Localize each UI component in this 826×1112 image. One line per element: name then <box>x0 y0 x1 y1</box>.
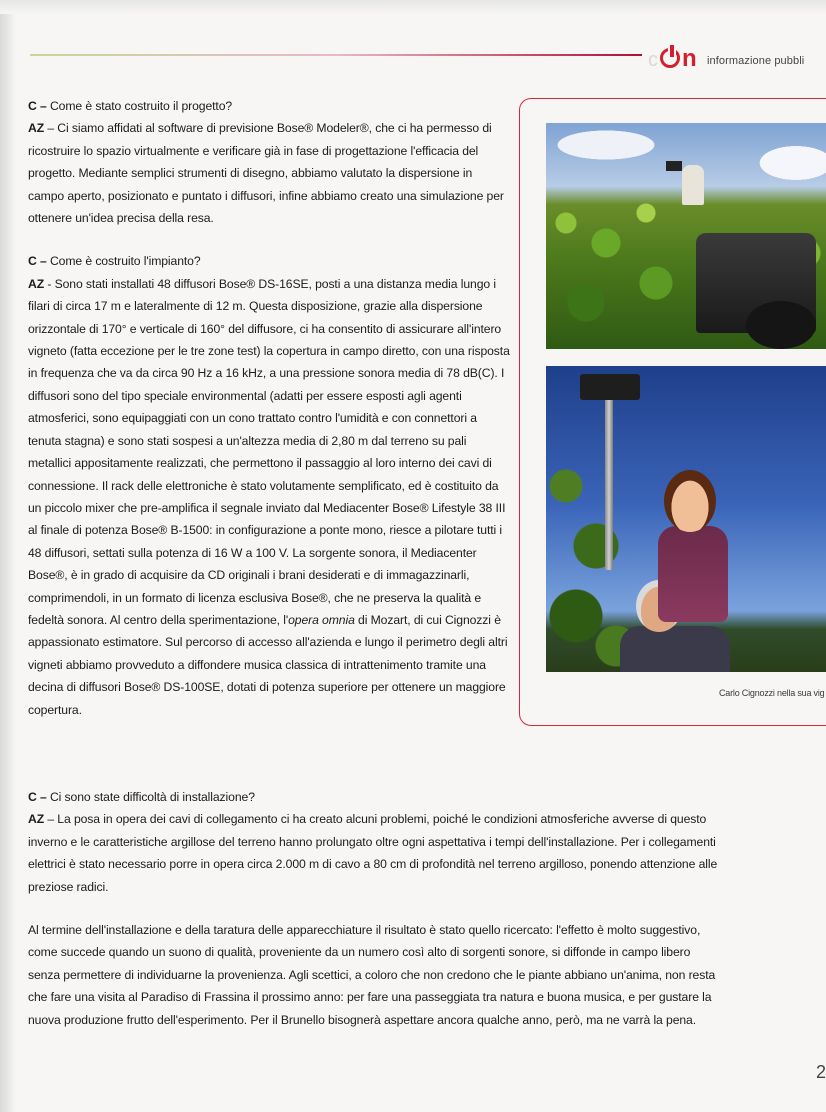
closing-paragraph: Al termine dell'installazione e della taratura delle apparecchiature il risultato è stato quello ricercato: l'effetto è molto suggestivo, come succede quando un suono di qualità, proveniente da un numero così alto di sorgenti sonore, si diffonde in campo libero senza permettere di individuarne la provenienza. Agli scettici, a coloro che non credono che le piante abbiano un'anima, non resta che fare una visita al Paradiso di Frassina il prossimo anno: per fare una passeggiata tra natura e buona musica, e per gustare la nuova produzione frutto dell'esperimento. Per il Brunello bisognerà aspettare ancora qualche anno, però, ma ne varrà la pena. <box>28 923 716 1027</box>
article-wide <box>28 786 718 1052</box>
cameraman-illustration <box>682 165 704 205</box>
qa-block <box>28 250 510 721</box>
question: C – Come è stato costruito il progetto? <box>28 99 233 113</box>
question: C – Ci sono state difficoltà di installazione? <box>28 790 255 804</box>
tractor-wheel-illustration <box>746 301 816 349</box>
page-top-shadow <box>0 0 826 14</box>
brand-logo: c n <box>648 45 697 72</box>
answer: – Ci siamo affidati al software di previsione Bose® Modeler®, che ci ha permesso di ricostruire lo spazio virtualmente e verificare già in fase di progettazione l'efficacia del progetto. Mediante semplici strumenti di disegno, abbiamo valutato la dispersione in campo aperto, posizionato e puntato i diffusori, infine abbiamo creato una simulazione per ottenere un'idea precisa della resa. <box>28 121 504 226</box>
answer-speaker: AZ <box>28 812 45 827</box>
vineyard-speaker-photo <box>546 366 826 672</box>
page-number: 2 <box>816 1062 826 1082</box>
qa-block <box>28 95 510 229</box>
girl-illustration <box>658 526 728 622</box>
speaker-pole-illustration <box>605 400 613 570</box>
qa-block <box>28 786 718 898</box>
question: C – Come è costruito l'impianto? <box>28 254 201 269</box>
photo-caption: Carlo Cignozzi nella sua vig <box>719 688 825 698</box>
speaker-icon <box>580 374 640 400</box>
answer-continued: di Mozart, di cui Cignozzi è appassionato estimatore. Sul percorso di accesso all'azienda e lungo il perimetro degli altri vigneti abbiamo provveduto a diffondere musica classica di intrattenimento tramite una decina di diffusori Bose® DS-100SE, dotati di potenza superiore per ottenere un maggiore copertura. <box>28 612 508 717</box>
vineyard-tractor-photo <box>546 123 826 349</box>
answer: - Sono stati installati 48 diffusori Bose® DS-16SE, posti a una distanza media lungo i filari di circa 17 m e lateralmente di 12 m. Questa disposizione, grazie alla dispersione orizzontale di 170° e verticale di 160° del diffusore, ci ha consentito di assicurare all'intero vigneto (fatta eccezione per le tre zone test) la copertura in campo diretto, con una risposta in frequenza che va da circa 90 Hz a 16 kHz, a una pressione sonora media di 78 dB(C). I diffusori sono del tipo speciale environmental (adatti per essere esposti agli agenti atmosferici, sono equipaggiati con un cono trattato contro l'umidità e con connettori a tenuta stagna) e sono stati sospesi a un'altezza media di 2,80 m dal terreno su pali metallici appositamente realizzati, che permettono il passaggio al loro interno dei cavi di connessione. Il rack delle elettroniche è stato volutamente semplificato, ed è costituito da un piccolo mixer che pre-amplifica il segnale inviato dal Mediacenter Bose® Lifestyle 38 III al finale di potenza Bose® B-1500: in configurazione a ponte mono, riesce a pilotare tutti i 48 diffusori, settati sulla potenza di 16 W a 100 V. La sorgente sonora, il Mediacenter Bose®, è in grado di acquisire da CD originali i brani desiderati e di immagazzinarli, comprimendoli, in un formato di licenza esclusiva Bose®, che ne preserva la qualità e fedeltà sonora. Al centro della sperimentazione, l' <box>28 276 510 627</box>
camera-illustration <box>666 161 682 171</box>
answer-speaker: AZ <box>28 276 45 291</box>
girl-head-illustration <box>664 470 716 532</box>
answer-speaker: AZ <box>28 121 45 136</box>
header-tag: informazione pubbli <box>707 55 805 67</box>
answer-italic: opera omnia <box>288 612 355 627</box>
header-rule <box>30 54 642 56</box>
man-illustration <box>620 626 730 672</box>
page-binding-shadow <box>0 0 16 1112</box>
power-icon <box>660 48 680 68</box>
answer: – La posa in opera dei cavi di collegamento ci ha creato alcuni problemi, poiché le condizioni atmosferiche avverse di questo inverno e le caratteristiche argillose del terreno hanno prolungato oltre ogni aspettativa i tempi dell'installazione. Per i collegamenti elettrici è stato necessario porre in opera circa 2.000 m di cavo a 80 cm di profondità nel terreno argilloso, ponendo attenzione alle preziose radici. <box>28 812 718 894</box>
article-column <box>28 95 510 742</box>
